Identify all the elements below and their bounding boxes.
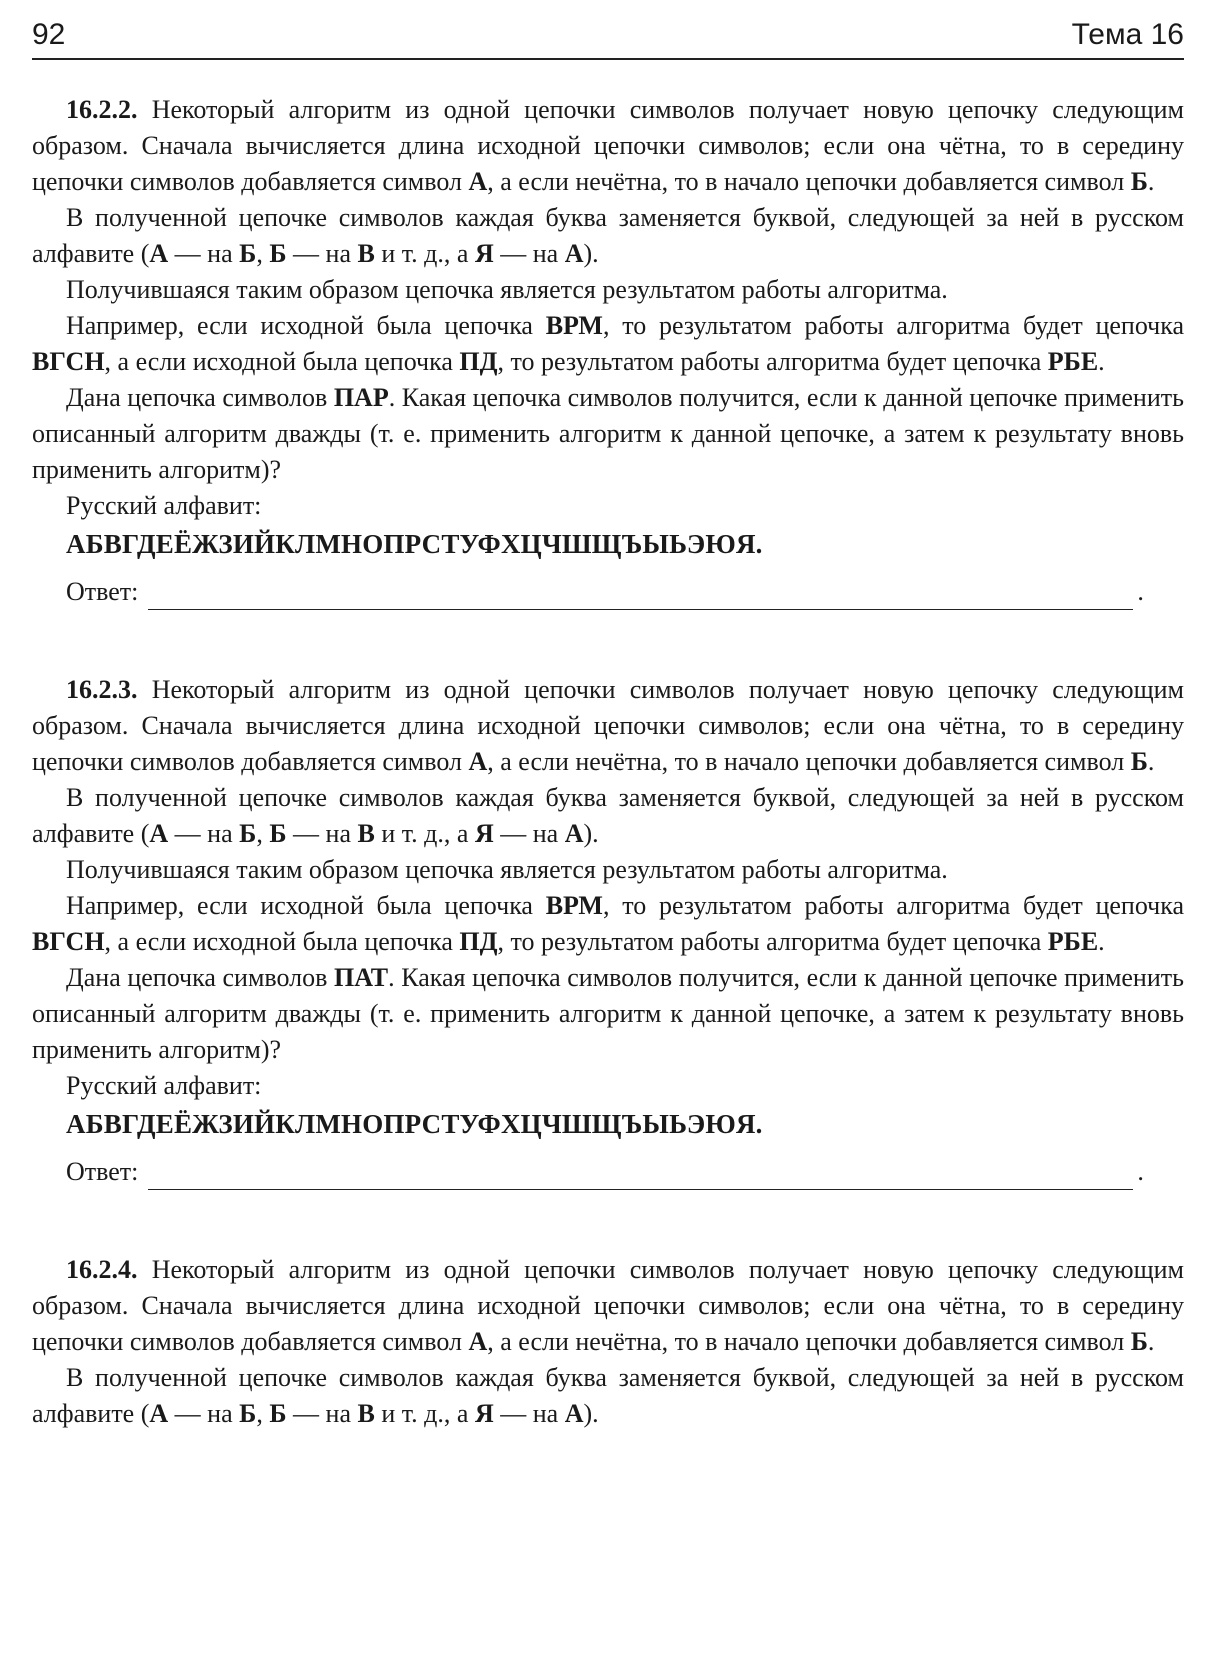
- answer-end: .: [1137, 577, 1144, 606]
- page-number: 92: [32, 18, 66, 51]
- alphabet: АБВГДЕЁЖЗИЙКЛМНОПРСТУФХЦЧШЩЪЫЬЭЮЯ.: [66, 1109, 763, 1139]
- alphabet: АБВГДЕЁЖЗИЙКЛМНОПРСТУФХЦЧШЩЪЫЬЭЮЯ.: [66, 529, 763, 559]
- alphabet-label: Русский алфавит:: [66, 491, 262, 520]
- answer-end: .: [1137, 1157, 1144, 1186]
- example-text: Например, если исходной была цепочка ВРМ, то результатом работы алгоритма будет цепочка ВГСН, а если исходной была цепочка ПД, то результатом работы алгоритма будет цепочка РБЕ.: [32, 891, 1185, 956]
- answer-label: Ответ:: [66, 1157, 139, 1186]
- problem-16-2-2: [32, 92, 1184, 610]
- problem-intro: 16.2.2. Некоторый алгоритм из одной цепочки символов получает новую цепочку следующим образом. Сначала вычисляется длина исходной цепочки символов; если она чётна, то в середину цепочки символов добавляется символ А, а если нечётна, то в начало цепочки добавляется символ Б.: [32, 95, 1184, 196]
- given-text: Дана цепочка символов ПАР. Какая цепочка символов получится, если к данной цепочке применить описанный алгоритм дважды (т. е. применить алгоритм к данной цепочке, а затем к результату вновь применить алгоритм)?: [32, 383, 1184, 484]
- result-text: Получившаяся таким образом цепочка является результатом работы алгоритма.: [66, 855, 948, 884]
- result-text: Получившаяся таким образом цепочка является результатом работы алгоритма.: [66, 275, 948, 304]
- answer-input-line[interactable]: [148, 583, 1133, 610]
- given-text: Дана цепочка символов ПАТ. Какая цепочка символов получится, если к данной цепочке применить описанный алгоритм дважды (т. е. применить алгоритм к данной цепочке, а затем к результату вновь применить алгоритм)?: [32, 963, 1184, 1064]
- answer-input-line[interactable]: [148, 1163, 1133, 1190]
- problem-intro: 16.2.4. Некоторый алгоритм из одной цепочки символов получает новую цепочку следующим образом. Сначала вычисляется длина исходной цепочки символов; если она чётна, то в середину цепочки символов добавляется символ А, а если нечётна, то в начало цепочки добавляется символ Б.: [32, 1255, 1184, 1356]
- page-header: [32, 18, 1184, 60]
- answer-row: [32, 574, 1184, 610]
- problem-16-2-4: [32, 1252, 1184, 1432]
- alphabet-label: Русский алфавит:: [66, 1071, 262, 1100]
- page: [32, 18, 1184, 1432]
- topic-title: Тема 16: [1071, 18, 1184, 51]
- problem-16-2-3: [32, 672, 1184, 1190]
- example-text: Например, если исходной была цепочка ВРМ, то результатом работы алгоритма будет цепочка ВГСН, а если исходной была цепочка ПД, то результатом работы алгоритма будет цепочка РБЕ.: [32, 311, 1185, 376]
- problem-number: 16.2.2.: [66, 95, 138, 124]
- replace-rule: В полученной цепочке символов каждая буква заменяется буквой, следующей за ней в русском алфавите (А — на Б, Б — на В и т. д., а Я — на А).: [32, 783, 1184, 848]
- replace-rule: В полученной цепочке символов каждая буква заменяется буквой, следующей за ней в русском алфавите (А — на Б, Б — на В и т. д., а Я — на А).: [32, 1363, 1184, 1428]
- replace-rule: В полученной цепочке символов каждая буква заменяется буквой, следующей за ней в русском алфавите (А — на Б, Б — на В и т. д., а Я — на А).: [32, 203, 1184, 268]
- problem-intro: 16.2.3. Некоторый алгоритм из одной цепочки символов получает новую цепочку следующим образом. Сначала вычисляется длина исходной цепочки символов; если она чётна, то в середину цепочки символов добавляется символ А, а если нечётна, то в начало цепочки добавляется символ Б.: [32, 675, 1184, 776]
- answer-row: [32, 1154, 1184, 1190]
- answer-label: Ответ:: [66, 577, 139, 606]
- problem-number: 16.2.4.: [66, 1255, 138, 1284]
- problem-number: 16.2.3.: [66, 675, 138, 704]
